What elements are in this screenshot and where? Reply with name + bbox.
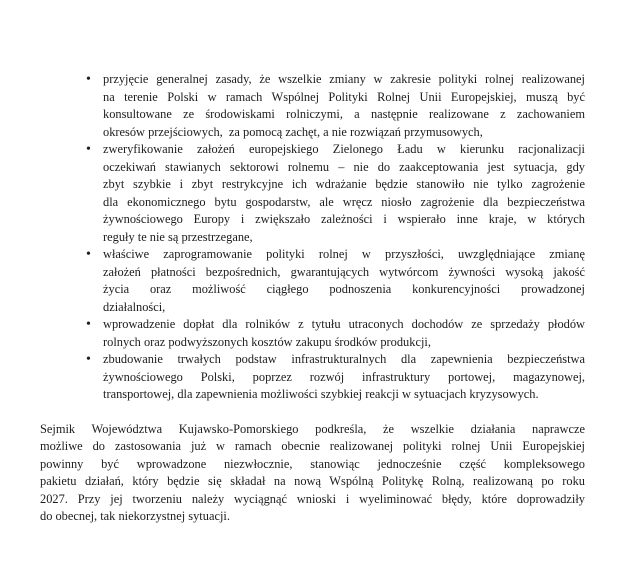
- bullet-icon: •: [86, 142, 91, 157]
- text-line: konsultowane ze środowiskami rolniczymi, a następnie realizowane z zachowaniem: [103, 107, 585, 121]
- text-line: wprowadzenie dopłat dla rolników z tytułu utraconych dochodów ze sprzedaży płodów: [103, 317, 585, 331]
- text-line: oczekiwań stawianych sektorowi rolnemu – nie do zaakceptowania jest sytuacja, gdy: [103, 159, 585, 174]
- text-line: zbyt szybkie i zbyt restrykcyjne ich wdrażanie będzie stanowiło nie tylko zagrożenie: [103, 177, 585, 191]
- text-line: do obecnej, tak niekorzystnej sytuacji.: [40, 509, 230, 523]
- text-line: zbudowanie trwałych podstaw infrastrukturalnych dla zapewnienia bezpieczeństwa: [103, 352, 585, 366]
- text-line: transportowej, dla zapewnienia możliwości szybkiej reakcji w sytuacjach kryzysowych.: [103, 387, 539, 401]
- bullet-item-future-policy: [40, 246, 585, 316]
- bullet-item-green-deal: [40, 141, 585, 246]
- text-line: na terenie Polski w ramach Wspólnej Polityki Rolnej Unii Europejskiej, muszą być: [103, 89, 585, 104]
- text-line: możliwe do zastosowania już w ramach obecnie realizowanej polityki rolnej Unii Europejskiej: [40, 439, 585, 453]
- bullet-text: [103, 246, 585, 316]
- text-line: 2027. Przy jej tworzeniu należy wyciągnąć wnioski i wyeliminować błędy, które doprowadziły: [40, 491, 585, 506]
- text-line: dla ekonomicznego bytu gospodarstw, ale wręcz niosło zagrożenie dla bezpieczeństwa: [103, 194, 585, 209]
- bullet-icon: •: [86, 247, 91, 262]
- bullet-text: [103, 71, 585, 141]
- text-line: właściwe zaprogramowanie polityki rolnej w przyszłości, uwzględniające zmianę: [103, 247, 585, 261]
- text-line: Sejmik Województwa Kujawsko-Pomorskiego podkreśla, że wszelkie działania naprawcze: [40, 421, 585, 436]
- bullet-item-infrastructure: [40, 351, 585, 404]
- bullet-list: [40, 71, 585, 404]
- bullet-text: [103, 141, 585, 246]
- bullet-item-subsidies: [40, 316, 585, 351]
- text-line: założeń płatności bezpośrednich, gwarantujących wytwórcom żywności wysoką jakość: [103, 264, 585, 279]
- text-line: życia oraz możliwość ciągłego podnoszenia konkurencyjności prowadzonej: [103, 282, 585, 296]
- bullet-text: [103, 316, 585, 351]
- text-line: okresów przejściowych, za pomocą zachęt, a nie rozwiązań przymusowych,: [103, 124, 483, 139]
- bullet-text: [103, 351, 585, 404]
- text-line: działalności,: [103, 299, 166, 314]
- bullet-icon: •: [86, 72, 91, 87]
- text-line: żywnościowego Polski, poprzez rozwój infrastruktury portowej, magazynowej,: [103, 369, 585, 384]
- text-line: rolnych oraz podwyższonych kosztów zakupu środków produkcji,: [103, 334, 431, 349]
- document-content: [40, 71, 585, 526]
- text-line: zweryfikowanie założeń europejskiego Zielonego Ładu w kierunku racjonalizacji: [103, 142, 585, 156]
- text-line: pakietu działań, który będzie się składał na nową Wspólną Politykę Rolną, realizowaną po roku: [40, 474, 585, 488]
- bullet-item-general-rule: [40, 71, 585, 141]
- text-line: reguły te nie są przestrzegane,: [103, 229, 253, 244]
- text-line: żywnościowego Europy i zwiększało zależności i wspierało inne kraje, w których: [103, 212, 585, 226]
- bullet-icon: •: [86, 352, 91, 367]
- text-line: przyjęcie generalnej zasady, że wszelkie zmiany w zakresie polityki rolnej realizowanej: [103, 72, 585, 86]
- closing-paragraph: [40, 421, 585, 526]
- bullet-icon: •: [86, 317, 91, 332]
- text-line: powinny być wprowadzone niezwłocznie, stanowiąc jednocześnie część kompleksowego: [40, 456, 585, 471]
